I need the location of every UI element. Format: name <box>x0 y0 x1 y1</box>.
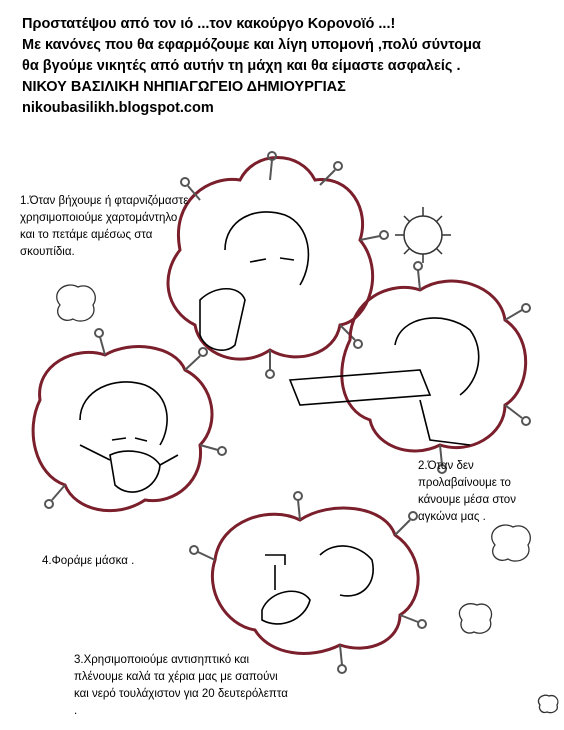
caption-step-1 <box>20 193 188 261</box>
caption-step-4 <box>42 553 134 570</box>
header-blog-url: nikoubasilikh.blogspot.com <box>22 100 214 116</box>
caption-line: 4.Φοράμε μάσκα . <box>42 555 135 567</box>
caption-line: κάνουμε μέσα στον <box>418 494 516 506</box>
caption-line: 1.Όταν βήχουμε ή φταρνιζόμαστε <box>20 195 189 207</box>
caption-step-2 <box>418 458 516 526</box>
caption-line: αγκώνα μας . <box>418 511 486 523</box>
caption-line: . <box>74 705 78 717</box>
page-header <box>22 14 562 119</box>
small-virus-icon <box>395 207 451 263</box>
caption-line: 3.Χρησιμοποιούμε αντισηπτικό και <box>74 654 250 666</box>
virus-handwash-illustration <box>190 492 426 673</box>
caption-line: πλένουμε καλά τα χέρια μας με σαπούνι <box>74 671 278 683</box>
header-title: Προστατέψου από τον ιό ...τον κακούργο Κορονοϊό ...! <box>22 16 396 32</box>
header-author: ΝΙΚΟΥ ΒΑΣΙΛΙΚΗ ΝΗΠΙΑΓΩΓΕΙΟ ΔΗΜΙΟΥΡΓΙΑΣ <box>22 79 346 95</box>
caption-line: προλαβαίνουμε το <box>418 477 511 489</box>
caption-line: και το πετάμε αμέσως στα <box>20 229 153 241</box>
header-line: Με κανόνες που θα εφαρμόζουμε και λίγη υπομονή ,πολύ σύντομα <box>22 37 481 53</box>
virus-mask-illustration <box>33 329 226 511</box>
caption-line: 2.Όταν δεν <box>418 460 474 472</box>
caption-line: χρησιμοποιούμε χαρτομάντηλο <box>20 212 178 224</box>
caption-line: σκουπίδια. <box>20 246 75 258</box>
virus-elbow-illustration <box>290 262 530 473</box>
header-line: θα βγούμε νικητές από αυτήν τη μάχη και θα είμαστε ασφαλείς . <box>22 58 461 74</box>
caption-step-3 <box>74 652 288 720</box>
virus-tissue-illustration <box>168 152 388 378</box>
caption-line: και νερό τουλάχιστον για 20 δευτερόλεπτα <box>74 688 288 700</box>
